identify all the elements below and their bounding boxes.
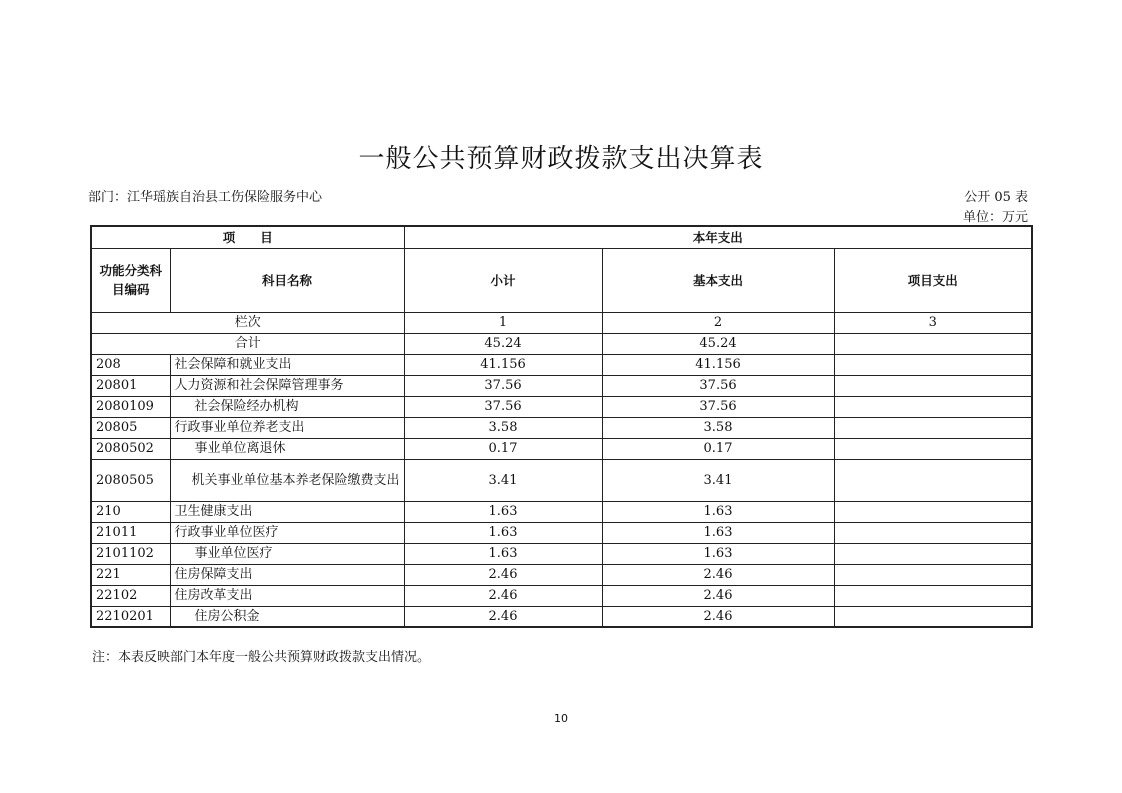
header-row-2 [91, 248, 1032, 312]
header-subtotal: 小计 [404, 248, 602, 312]
form-code: 公开 05 表 [964, 190, 1028, 205]
row-basic: 0.17 [602, 438, 834, 459]
row-basic: 37.56 [602, 396, 834, 417]
table-row [91, 438, 1032, 459]
row-subtotal: 0.17 [404, 438, 602, 459]
row-code: 20801 [91, 375, 170, 396]
row-subtotal: 2.46 [404, 606, 602, 627]
header-basic: 基本支出 [602, 248, 834, 312]
row-subtotal: 37.56 [404, 396, 602, 417]
row-subtotal: 1.63 [404, 543, 602, 564]
row-project [834, 585, 1032, 606]
table-row [91, 564, 1032, 585]
column-number-1: 1 [404, 312, 602, 333]
table-row [91, 396, 1032, 417]
row-subtotal: 3.58 [404, 417, 602, 438]
row-name: 卫生健康支出 [170, 501, 404, 522]
table-row [91, 354, 1032, 375]
row-name: 行政事业单位医疗 [170, 522, 404, 543]
column-number-row [91, 312, 1032, 333]
column-number-label: 栏次 [91, 312, 404, 333]
department-label: 部门：江华瑶族自治县工伤保险服务中心 [88, 190, 323, 205]
row-name: 社会保障和就业支出 [170, 354, 404, 375]
header-subject-name: 科目名称 [170, 248, 404, 312]
row-code: 21011 [91, 522, 170, 543]
row-name: 人力资源和社会保障管理事务 [170, 375, 404, 396]
header-this-year: 本年支出 [404, 226, 1032, 248]
row-name: 社会保险经办机构 [170, 396, 404, 417]
row-subtotal: 2.46 [404, 585, 602, 606]
row-basic: 1.63 [602, 522, 834, 543]
row-name: 行政事业单位养老支出 [170, 417, 404, 438]
table-row [91, 543, 1032, 564]
row-basic: 2.46 [602, 585, 834, 606]
table-row [91, 459, 1032, 501]
column-number-2: 2 [602, 312, 834, 333]
row-code: 2210201 [91, 606, 170, 627]
row-project [834, 396, 1032, 417]
row-project [834, 501, 1032, 522]
total-basic: 45.24 [602, 333, 834, 354]
row-subtotal: 1.63 [404, 501, 602, 522]
row-name: 住房保障支出 [170, 564, 404, 585]
row-code: 2080109 [91, 396, 170, 417]
row-project [834, 522, 1032, 543]
row-subtotal: 3.41 [404, 459, 602, 501]
row-subtotal: 1.63 [404, 522, 602, 543]
table-row [91, 522, 1032, 543]
row-basic: 2.46 [602, 564, 834, 585]
total-row [91, 333, 1032, 354]
budget-table [90, 225, 1033, 628]
header-project: 项目支出 [834, 248, 1032, 312]
row-project [834, 606, 1032, 627]
row-code: 22102 [91, 585, 170, 606]
footnote: 注：本表反映部门本年度一般公共预算财政拨款支出情况。 [92, 650, 431, 665]
table-row [91, 501, 1032, 522]
row-name: 住房公积金 [170, 606, 404, 627]
row-code: 2080502 [91, 438, 170, 459]
row-basic: 3.58 [602, 417, 834, 438]
row-basic: 1.63 [602, 543, 834, 564]
row-code: 221 [91, 564, 170, 585]
column-number-3: 3 [834, 312, 1032, 333]
header-func-code: 功能分类科目编码 [91, 248, 170, 312]
row-subtotal: 37.56 [404, 375, 602, 396]
row-basic: 2.46 [602, 606, 834, 627]
row-basic: 37.56 [602, 375, 834, 396]
row-project [834, 543, 1032, 564]
row-project [834, 564, 1032, 585]
row-name: 事业单位离退休 [170, 438, 404, 459]
row-project [834, 375, 1032, 396]
header-row-1 [91, 226, 1032, 248]
row-project [834, 459, 1032, 501]
row-name: 机关事业单位基本养老保险缴费支出 [170, 459, 404, 501]
row-subtotal: 2.46 [404, 564, 602, 585]
row-name: 住房改革支出 [170, 585, 404, 606]
row-basic: 3.41 [602, 459, 834, 501]
total-project [834, 333, 1032, 354]
row-name: 事业单位医疗 [170, 543, 404, 564]
row-code: 20805 [91, 417, 170, 438]
table-row [91, 606, 1032, 627]
total-label: 合计 [91, 333, 404, 354]
unit-label: 单位：万元 [962, 210, 1028, 225]
row-code: 2080505 [91, 459, 170, 501]
page-title: 一般公共预算财政拨款支出决算表 [358, 144, 764, 174]
row-project [834, 354, 1032, 375]
row-basic: 1.63 [602, 501, 834, 522]
row-code: 2101102 [91, 543, 170, 564]
row-subtotal: 41.156 [404, 354, 602, 375]
table-row [91, 375, 1032, 396]
table-row [91, 585, 1032, 606]
row-code: 210 [91, 501, 170, 522]
page-number: 10 [554, 712, 568, 725]
table-row [91, 417, 1032, 438]
header-item: 项 目 [91, 226, 404, 248]
row-basic: 41.156 [602, 354, 834, 375]
row-project [834, 438, 1032, 459]
row-project [834, 417, 1032, 438]
row-code: 208 [91, 354, 170, 375]
total-subtotal: 45.24 [404, 333, 602, 354]
